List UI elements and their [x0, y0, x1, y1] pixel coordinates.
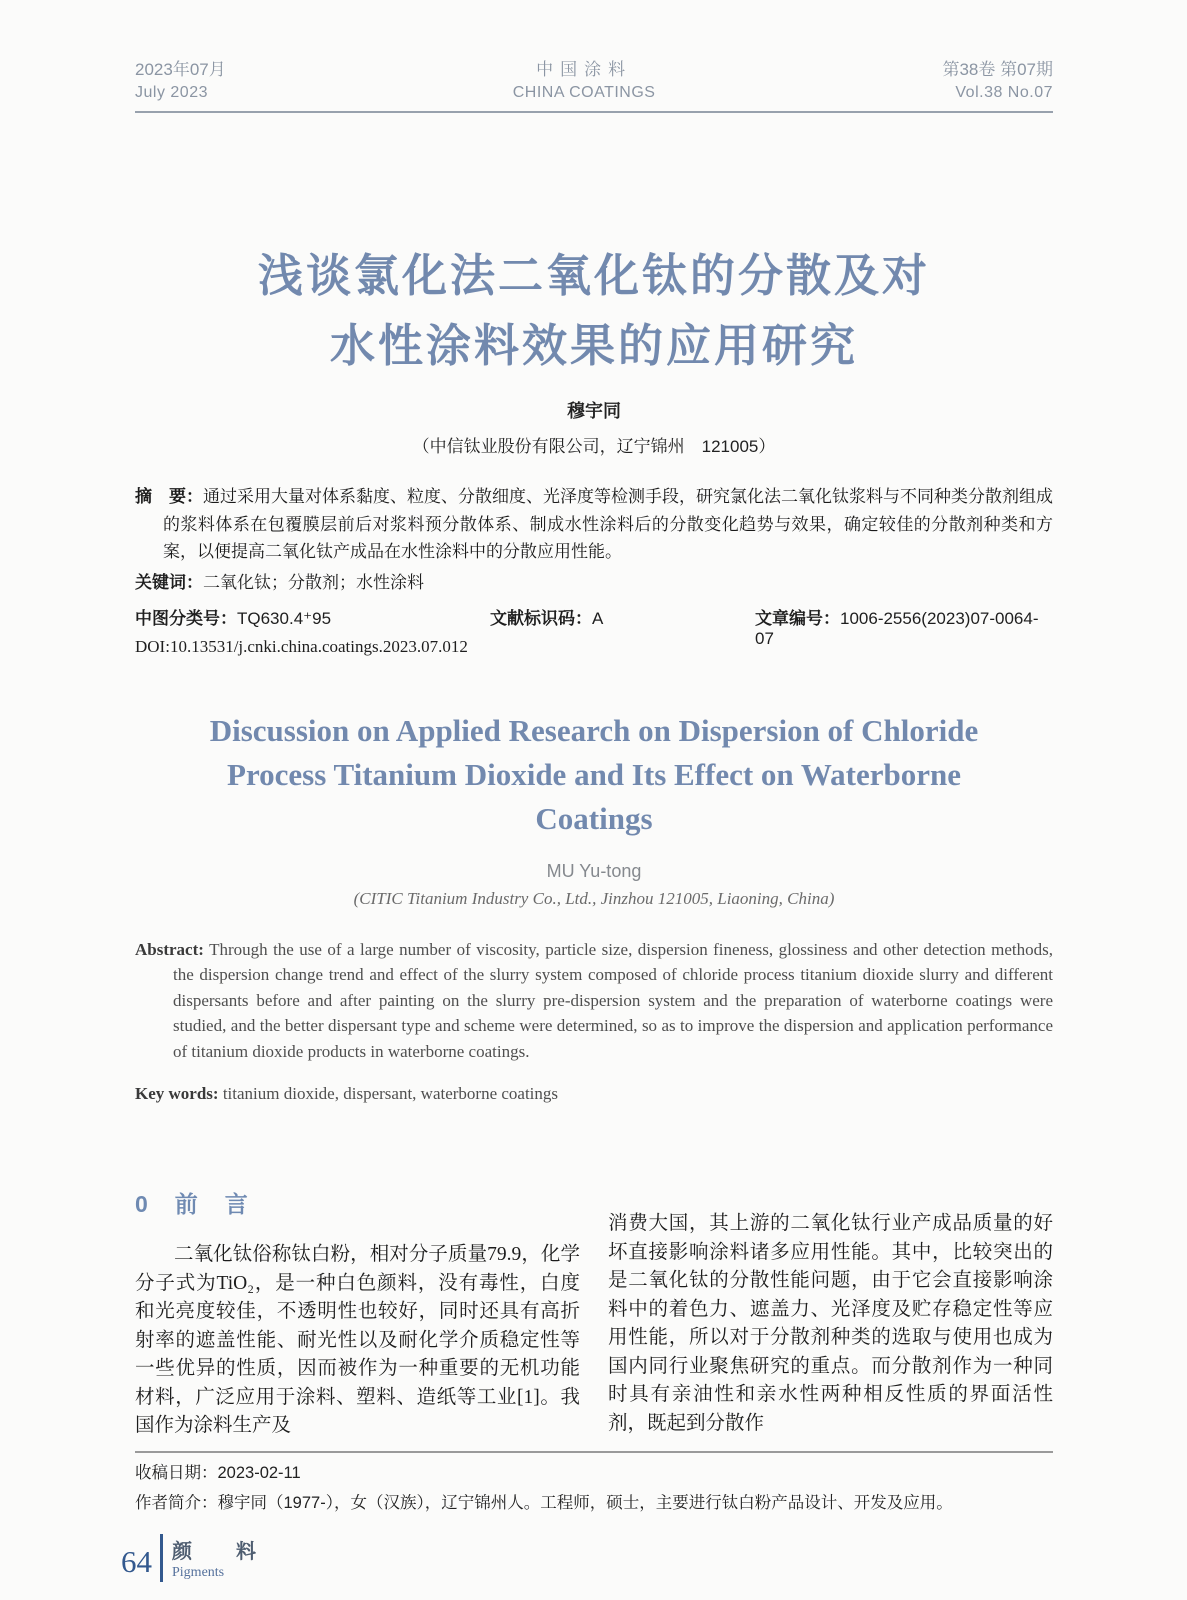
author-en: MU Yu-tong	[546, 860, 642, 881]
header-volume-zh: 第38卷 第07期	[942, 60, 1053, 79]
article-title-en-line2: Process Titanium Dioxide and Its Effect on Waterborne	[227, 756, 961, 792]
affiliation-en: (CITIC Titanium Industry Co., Ltd., Jinzhou 121005, Liaoning, China)	[353, 888, 835, 908]
keywords-zh	[135, 569, 1053, 596]
journal-header	[135, 58, 1053, 113]
body-paragraph-left: 二氧化钛俗称钛白粉，相对分子质量79.9，化学分子式为TiO₂，是一种白色颜料，没有毒性，白度和光亮度较佳，不透明性也较好，同时还具有高折射率的遮盖性能、耐光性以及耐化学介质稳定性等一些优异的性质，因而被作为一种重要的无机功能材料，广泛应用于涂料、塑料、造纸等工业[1]。我国作为涂料生产及	[135, 1244, 580, 1436]
article-id	[755, 604, 1053, 649]
clc-label: 中图分类号：	[135, 608, 237, 628]
keywords-en-label: Key words:	[135, 1084, 219, 1103]
document-code	[490, 604, 603, 629]
author-bio	[135, 1488, 1053, 1518]
abstract-zh	[135, 483, 1053, 566]
abstract-zh-label: 摘 要：	[135, 487, 203, 506]
abstract-en-text: Through the use of a large number of viscosity, particle size, dispersion fineness, glossiness and other detection methods, the dispersion change trend and effect of the slurry system composed of chloride process titanium dioxide slurry and different dispersants before and after painting on the slurry pre-dispersion system and the preparation of waterborne coatings were studied, and the better dispersant type and scheme were determined, so as to improve the dispersion and application performance of titanium dioxide products in waterborne coatings.	[173, 939, 1053, 1061]
article-id-value: 1006-2556(2023)07-0064-07	[755, 608, 1039, 648]
document-code-label: 文献标识码：	[490, 608, 592, 628]
page-number: 64	[121, 1543, 152, 1579]
header-date	[135, 58, 226, 104]
footer-column-zh: 颜 料	[172, 1540, 268, 1563]
header-journal-name	[513, 58, 656, 104]
article-title-en-line3: Coatings	[535, 800, 653, 836]
received-date	[135, 1458, 1053, 1488]
body-columns	[135, 1186, 1053, 1441]
clc-number	[135, 609, 331, 628]
clc-value: TQ630.4⁺95	[237, 608, 332, 628]
affiliation-zh: （中信钛业股份有限公司，辽宁锦州 121005）	[412, 437, 776, 456]
header-journal-name-en: CHINA COATINGS	[512, 84, 656, 101]
received-date-label: 收稿日期：	[135, 1463, 218, 1482]
body-paragraph-right: 消费大国，其上游的二氧化钛行业产成品质量的好坏直接影响涂料诸多应用性能。其中，比较突出的是二氧化钛的分散性能问题，由于它会直接影响涂料中的着色力、遮盖力、光泽度及贮存稳定性等应用性能，所以对于分散剂种类的选取与使用也成为国内同行业聚焦研究的重点。而分散剂作为一种同时具有亲油性和亲水性两种相反性质的界面活性剂，既起到分散作	[608, 1213, 1053, 1434]
abstract-en-label: Abstract:	[135, 939, 204, 959]
header-volume	[942, 58, 1053, 104]
article-title-en-line1: Discussion on Applied Research on Dispersion of Chloride	[209, 712, 979, 748]
footer-column-en: Pigments	[172, 1564, 225, 1580]
keywords-zh-text: 二氧化钛；分散剂；水性涂料	[203, 572, 424, 592]
article-title-zh-line1: 浅谈氯化法二氧化钛的分散及对	[257, 250, 930, 301]
header-date-zh: 2023年07月	[135, 60, 226, 79]
footnote-divider	[135, 1451, 1053, 1453]
header-volume-en: Vol.38 No.07	[955, 84, 1053, 101]
article-id-label: 文章编号：	[755, 608, 840, 628]
author-bio-label: 作者简介：	[135, 1493, 218, 1512]
received-date-value: 2023-02-11	[217, 1463, 301, 1482]
body-column-left	[135, 1186, 580, 1441]
keywords-en	[135, 1084, 1053, 1104]
document-code-value: A	[592, 608, 604, 628]
author-bio-value: 穆宇同（1977-），女（汉族），辽宁锦州人。工程师，硕士，主要进行钛白粉产品设计、开发及应用。	[217, 1493, 953, 1512]
abstract-en	[135, 937, 1053, 1065]
footer-column-title	[172, 1534, 268, 1582]
article-title-en	[135, 709, 1053, 841]
header-journal-name-zh: 中国涂料	[536, 60, 633, 79]
author-zh: 穆宇同	[567, 401, 621, 421]
page-footer	[121, 1534, 1053, 1582]
header-date-en: July 2023	[135, 84, 208, 101]
article-title-zh	[135, 241, 1053, 381]
keywords-en-text: titanium dioxide, dispersant, waterborne coatings	[218, 1084, 559, 1103]
abstract-zh-text: 通过采用大量对体系黏度、粒度、分散细度、光泽度等检测手段，研究氯化法二氧化钛浆料与不同种类分散剂组成的浆料体系在包覆膜层前后对浆料预分散体系、制成水性涂料后的分散变化趋势与效果，确定较佳的分散剂种类和方案，以便提高二氧化钛产成品在水性涂料中的分散应用性能。	[163, 487, 1053, 561]
article-title-zh-line2: 水性涂料效果的应用研究	[329, 320, 858, 371]
keywords-zh-label: 关键词：	[135, 572, 203, 592]
footer-divider-bar	[160, 1534, 163, 1582]
section-heading-0: 0 前 言	[135, 1191, 250, 1217]
body-column-right	[608, 1186, 1053, 1441]
footnotes	[135, 1458, 1053, 1518]
doi: DOI:10.13531/j.cnki.china.coatings.2023.07.012	[135, 636, 468, 656]
